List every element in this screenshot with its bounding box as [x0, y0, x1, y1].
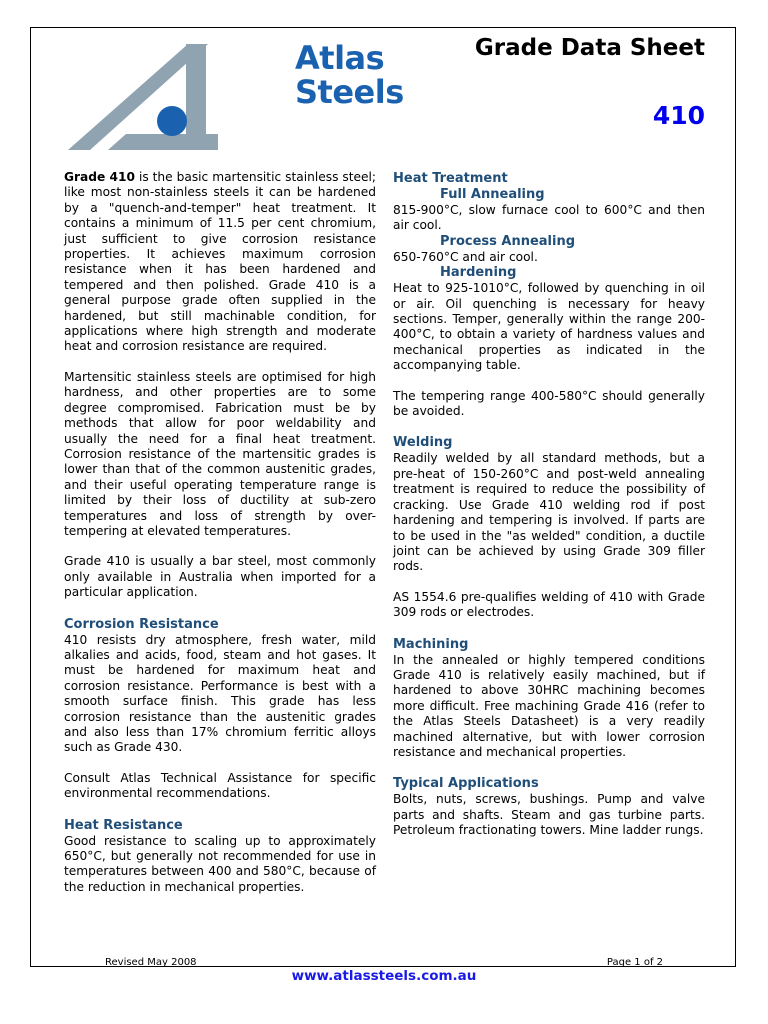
corrosion-resistance-heading: Corrosion Resistance: [64, 616, 219, 632]
heat-resistance-heading: Heat Resistance: [64, 817, 183, 833]
full-annealing-heading: Full Annealing: [440, 187, 545, 202]
machining-heading: Machining: [393, 636, 469, 652]
heat-resistance-text: Good resistance to scaling up to approximately 650°C, but generally not recommended for use in temperatures between 400 and 580°C, because of the reduction in mechanical properties.: [64, 833, 376, 894]
welding-heading: Welding: [393, 435, 453, 451]
availability-paragraph: Grade 410 is usually a bar steel, most commonly only available in Australia when imported for a particular application.: [64, 554, 376, 600]
typical-applications-text: Bolts, nuts, screws, bushings. Pump and valve parts and shafts. Steam and gas turbine parts. Petroleum fractionating towers. Mine ladder rungs.: [393, 792, 705, 838]
as1554-text: AS 1554.6 pre-qualifies welding of 410 with Grade 309 rods or electrodes.: [393, 589, 705, 620]
heat-treatment-heading: Heat Treatment: [393, 171, 508, 186]
intro-text: is the basic martensitic stainless steel; like most non-stainless steels it can be hardened by a "quench-and-temper" heat treatment. It contains a minimum of 11.5 per cent chromium, just sufficient to give corrosion resistance properties. It achieves maximum corrosion resistance when it has been hardened and tempered and then polished. Grade 410 is a general purpose grade often supplied in the hardened, but still machinable condition, for applications where high strength and moderate heat and corrosion resistance are required.: [64, 170, 376, 354]
page-title: Grade Data Sheet: [474, 35, 705, 61]
left-column: [64, 170, 376, 910]
full-annealing-text: 815-900°C, slow furnace cool to 600°C and then air cool.: [393, 203, 705, 233]
process-annealing-text: 650-760°C and air cool.: [393, 249, 538, 264]
page-number: Page 1 of 2: [606, 957, 663, 968]
intro-lead: Grade 410: [64, 170, 135, 184]
tempering-text: The tempering range 400-580°C should generally be avoided.: [393, 388, 705, 419]
grade-number: 410: [652, 101, 705, 130]
logo-line-atlas: Atlas: [295, 39, 385, 77]
logo-line-steels: Steels: [295, 73, 404, 111]
hardening-heading: Hardening: [440, 265, 517, 281]
process-annealing-heading: Process Annealing: [440, 233, 576, 249]
martensitic-paragraph: Martensitic stainless steels are optimised for high hardness, and other properties are to some degree compromised. Fabrication must be by methods that allow for poor weldability and usually the need for a final heat treatment. Corrosion resistance of the martensitic grades is lower than that of the common austenitic grades, and their useful operating temperature range is limited by their loss of ductility at sub-zero temperatures and loss of strength by over-tempering at elevated temperatures.: [64, 369, 376, 538]
intro-paragraph: [64, 170, 376, 355]
atlas-steels-logo: [68, 38, 404, 154]
website-link[interactable]: www.atlassteels.com.au: [291, 968, 477, 984]
consult-paragraph: Consult Atlas Technical Assistance for specific environmental recommendations.: [64, 770, 376, 801]
right-column: [393, 170, 705, 854]
revised-date: Revised May 2008: [105, 957, 197, 968]
machining-text: In the annealed or highly tempered conditions Grade 410 is relatively easily machined, but if hardened to above 30HRC machining becomes more difficult. Free machining Grade 416 (refer to the Atlas Steels Datasheet) is a very readily machined alternative, but with lower corrosion resistance and mechanical properties.: [393, 652, 705, 759]
corrosion-resistance-text: 410 resists dry atmosphere, fresh water, mild alkalies and acids, food, steam and hot gases. It must be hardened for maximum heat and corrosion resistance. Performance is best with a smooth surface finish. This grade has less corrosion resistance than the austenitic grades and also less than 17% chromium ferritic alloys such as Grade 430.: [64, 632, 376, 755]
hardening-text: Heat to 925-1010°C, followed by quenching in oil or air. Oil quenching is necessary for heavy sections. Temper, generally within the range 200-400°C, to obtain a variety of hardness values and mechanical properties as indicated in the accompanying table.: [393, 281, 705, 373]
welding-text: Readily welded by all standard methods, but a pre-heat of 150-260°C and post-weld annealing treatment is required to reduce the possibility of cracking. Use Grade 410 welding rod if post hardening and tempering is involved. If parts are to be used in the "as welded" condition, a ductile joint can be achieved by using Grade 309 filler rods.: [393, 451, 705, 574]
typical-applications-heading: Typical Applications: [393, 776, 539, 792]
